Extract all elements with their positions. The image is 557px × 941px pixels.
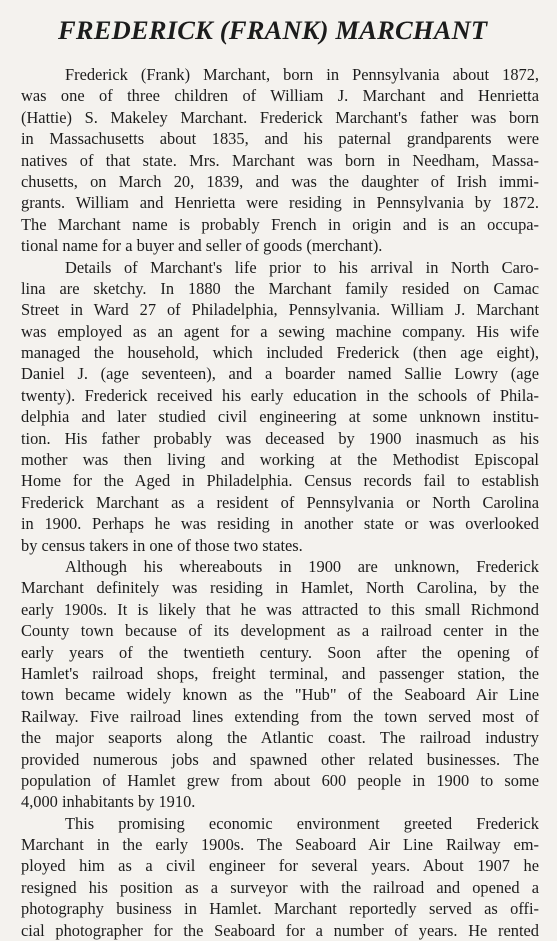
text-line: managed the household, which included Frederick (then age eight),	[21, 343, 539, 363]
article-body	[21, 64, 539, 941]
text-line: Marchant in the early 1900s. The Seaboard Air Line Railway em-	[21, 835, 539, 855]
paragraph	[21, 556, 539, 813]
text-line: in 1900. Perhaps he was residing in another state or was overlooked	[21, 514, 539, 534]
text-line: grants. William and Henrietta were residing in Pennsylvania by 1872.	[21, 193, 539, 213]
text-line: ployed him as a civil engineer for several years. About 1907 he	[21, 856, 539, 876]
text-line: Railway. Five railroad lines extending from the town served most of	[21, 706, 539, 726]
text-line: The Marchant name is probably French in origin and is an occupa-	[21, 214, 539, 234]
text-line: Hamlet's railroad shops, freight terminal, and passenger station, the	[21, 663, 539, 683]
text-line: Street in Ward 27 of Philadelphia, Pennsylvania. William J. Marchant	[21, 300, 539, 320]
text-line: twenty). Frederick received his early education in the schools of Phila-	[21, 385, 539, 405]
article-title: FREDERICK (FRANK) MARCHANT	[58, 15, 488, 45]
text-line: provided numerous jobs and spawned other related businesses. The	[21, 749, 539, 769]
text-line: was one of three children of William J. Marchant and Henrietta	[21, 86, 539, 106]
text-line: Daniel J. (age seventeen), and a boarder named Sallie Lowry (age	[21, 364, 539, 384]
text-line: Although his whereabouts in 1900 are unknown, Frederick	[65, 556, 539, 576]
text-line: chusetts, on March 20, 1839, and was the daughter of Irish immi-	[21, 171, 539, 191]
text-line: the major seaports along the Atlantic coast. The railroad industry	[21, 728, 539, 748]
text-line: town became widely known as the "Hub" of the Seaboard Air Line	[21, 685, 539, 705]
paragraph	[21, 813, 539, 941]
text-line: population of Hamlet grew from about 600 people in 1900 to some	[21, 770, 539, 790]
text-line: Marchant definitely was residing in Hamlet, North Carolina, by the	[21, 578, 539, 598]
text-line: cial photographer for the Seaboard for a number of years. He rented	[21, 920, 539, 940]
text-line: early 1900s. It is likely that he was attracted to this small Richmond	[21, 599, 539, 619]
text-line: early years of the twentieth century. Soon after the opening of	[21, 642, 539, 662]
text-line: by census takers in one of those two states.	[21, 535, 303, 555]
text-line: mother was then living and working at the Methodist Episcopal	[21, 450, 539, 470]
text-line: This promising economic environment greeted Frederick	[65, 813, 539, 833]
text-line: delphia and later studied civil engineering at some unknown institu-	[21, 407, 539, 427]
text-line: was employed as an agent for a sewing machine company. His wife	[21, 321, 539, 341]
text-line: lina are sketchy. In 1880 the Marchant family resided on Camac	[21, 278, 539, 298]
text-line: (Hattie) S. Makeley Marchant. Frederick Marchant's father was born	[21, 107, 539, 127]
text-line: Home for the Aged in Philadelphia. Census records fail to establish	[21, 471, 539, 491]
text-line: Details of Marchant's life prior to his arrival in North Caro-	[65, 257, 539, 277]
text-line: in Massachusetts about 1835, and his paternal grandparents were	[21, 129, 539, 149]
text-line: Frederick (Frank) Marchant, born in Pennsylvania about 1872,	[65, 65, 539, 84]
text-line: resigned his position as a surveyor with the railroad and opened a	[21, 877, 539, 897]
paragraph	[21, 257, 539, 556]
text-line: photography business in Hamlet. Marchant reportedly served as offi-	[21, 899, 539, 919]
text-line: Frederick Marchant as a resident of Pennsylvania or North Carolina	[21, 492, 539, 512]
paragraph	[21, 64, 539, 257]
text-line: natives of that state. Mrs. Marchant was born in Needham, Massa-	[21, 150, 539, 170]
text-line: County town because of its development as a railroad center in the	[21, 621, 539, 641]
text-line: 4,000 inhabitants by 1910.	[21, 792, 196, 812]
text-line: tion. His father probably was deceased by 1900 inasmuch as his	[21, 428, 539, 448]
text-line: tional name for a buyer and seller of goods (merchant).	[21, 236, 383, 256]
